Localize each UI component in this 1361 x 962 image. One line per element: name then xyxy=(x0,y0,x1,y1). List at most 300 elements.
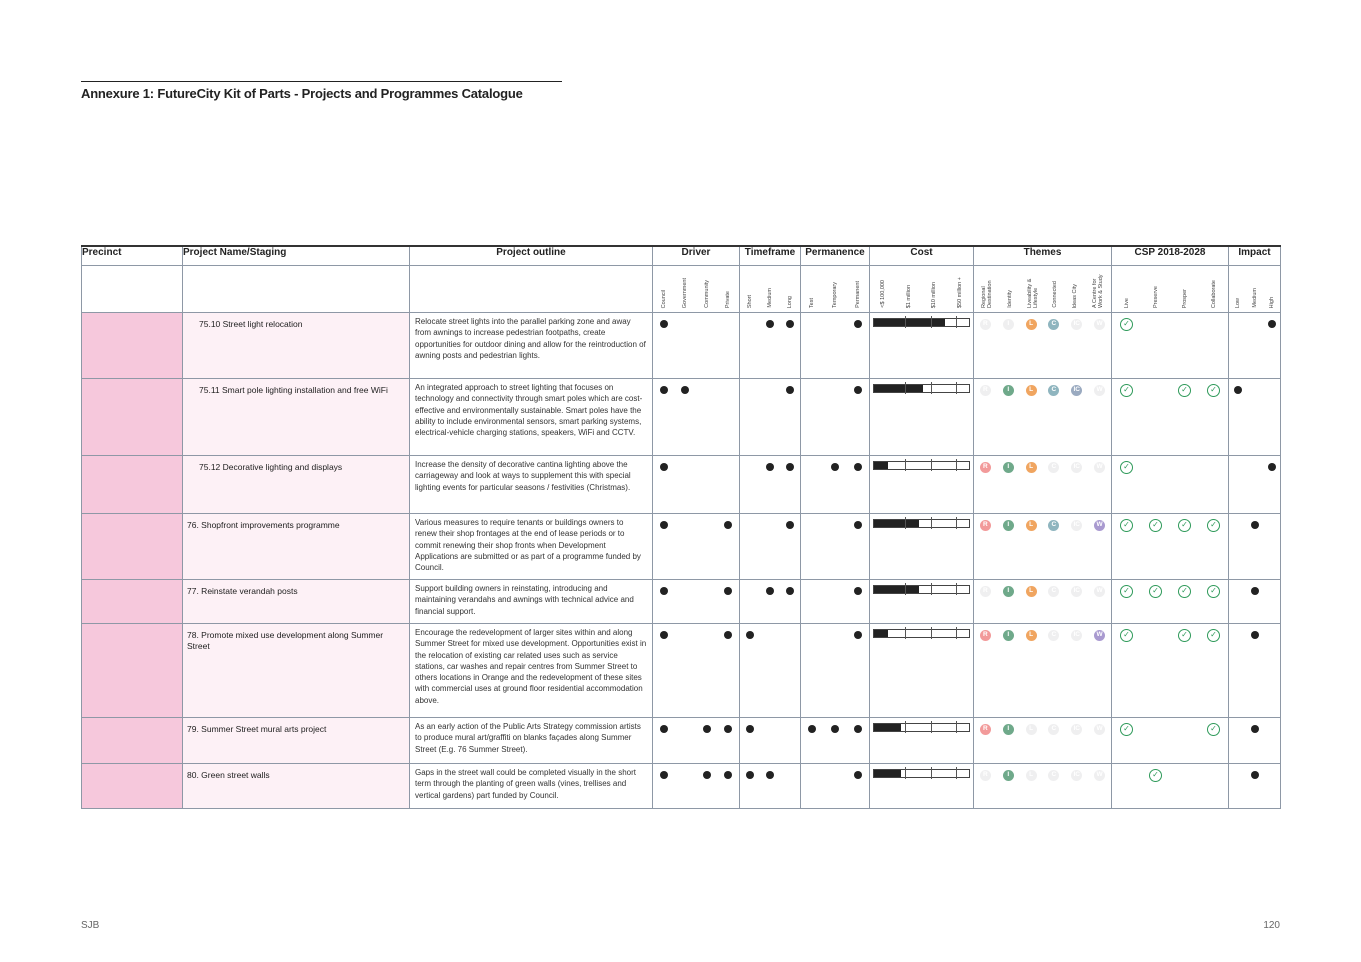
driver-cell xyxy=(653,379,740,456)
timeframe-slot xyxy=(783,722,797,736)
precinct-cell xyxy=(82,624,183,718)
impact-slot xyxy=(1248,518,1262,532)
impact-cell xyxy=(1229,456,1281,514)
theme-l-icon: L xyxy=(1026,462,1037,473)
permanence-cell xyxy=(801,313,870,379)
driver-slot xyxy=(657,460,671,474)
impact-slot xyxy=(1248,460,1262,474)
driver-slot xyxy=(700,518,714,532)
timeframe-indicators xyxy=(740,580,800,598)
impact-slot xyxy=(1265,317,1279,331)
permanence-slot xyxy=(828,628,842,642)
sub-header-label: Connected xyxy=(1052,281,1059,308)
sub-header-label: Collaborate xyxy=(1210,279,1217,308)
theme-r-icon: R xyxy=(980,520,991,531)
driver-slot xyxy=(700,383,714,397)
driver-dot-icon xyxy=(660,771,668,779)
timeframe-slot xyxy=(783,518,797,532)
check-circle-icon: ✓ xyxy=(1120,629,1133,642)
driver-slot xyxy=(721,317,735,331)
driver-indicators xyxy=(653,624,739,642)
impact-dot-icon xyxy=(1234,386,1242,394)
cost-bar xyxy=(873,769,970,778)
theme-c-icon: C xyxy=(1048,319,1059,330)
cost-cell xyxy=(870,580,974,624)
driver-slot xyxy=(678,460,692,474)
impact-indicators xyxy=(1229,313,1280,331)
sub-header-label: Medium xyxy=(767,288,773,308)
themes-cell xyxy=(974,379,1112,456)
sub-header-csp xyxy=(1112,266,1229,313)
impact-cell xyxy=(1229,718,1281,764)
theme-slot xyxy=(1024,628,1038,642)
timeframe-slot xyxy=(763,460,777,474)
sub-header-impact-labels xyxy=(1229,266,1280,312)
permanence-cell xyxy=(801,580,870,624)
driver-slot xyxy=(657,584,671,598)
theme-slot xyxy=(1093,584,1107,598)
driver-dot-icon xyxy=(724,631,732,639)
page-number: 120 xyxy=(1263,920,1280,931)
theme-r-icon: R xyxy=(980,385,991,396)
cost-tick xyxy=(956,459,957,471)
cost-bar-fill xyxy=(874,586,919,593)
permanence-slot xyxy=(805,584,819,598)
driver-dot-icon xyxy=(703,725,711,733)
permanence-dot-icon xyxy=(808,725,816,733)
timeframe-slot xyxy=(743,584,757,598)
driver-indicators xyxy=(653,379,739,397)
csp-slot xyxy=(1207,383,1221,397)
cost-tick xyxy=(931,767,932,779)
cost-tick xyxy=(905,517,906,529)
theme-c-icon: C xyxy=(1048,770,1059,781)
timeframe-indicators xyxy=(740,718,800,736)
csp-indicators xyxy=(1112,624,1228,642)
project-outline: Relocate street lights into the parallel parking zone and away from awnings to increase pedestrian footpaths, create opportunities for outdoor dining and allow for the reintroduction of awning posts and pedestrian lights. xyxy=(410,313,653,379)
sub-header-impact xyxy=(1229,266,1281,313)
timeframe-slot xyxy=(743,768,757,782)
check-circle-icon: ✓ xyxy=(1120,519,1133,532)
csp-slot xyxy=(1178,584,1192,598)
permanence-indicators xyxy=(801,580,869,598)
header-cost: Cost xyxy=(870,246,974,266)
sub-header-label: Short xyxy=(747,294,753,308)
theme-c-icon: C xyxy=(1048,520,1059,531)
permanence-indicators xyxy=(801,624,869,642)
precinct-cell xyxy=(82,580,183,624)
timeframe-slot xyxy=(783,383,797,397)
driver-cell xyxy=(653,456,740,514)
precinct-cell xyxy=(82,718,183,764)
timeframe-indicators xyxy=(740,456,800,474)
impact-slot xyxy=(1265,460,1279,474)
driver-slot xyxy=(721,518,735,532)
csp-cell xyxy=(1112,580,1229,624)
csp-slot xyxy=(1149,584,1163,598)
driver-slot xyxy=(657,317,671,331)
permanence-slot xyxy=(805,768,819,782)
csp-slot xyxy=(1120,460,1134,474)
theme-slot xyxy=(1001,383,1015,397)
theme-ic-icon: IC xyxy=(1071,385,1082,396)
driver-slot xyxy=(657,768,671,782)
cost-tick xyxy=(956,382,957,394)
theme-ic-icon: IC xyxy=(1071,520,1082,531)
sub-header-label: Community xyxy=(703,280,710,308)
project-name: 76. Shopfront improvements programme xyxy=(183,514,410,580)
impact-slot xyxy=(1265,584,1279,598)
csp-slot xyxy=(1120,768,1134,782)
timeframe-slot xyxy=(763,317,777,331)
sub-header-label: Permanent xyxy=(854,281,861,308)
impact-slot xyxy=(1248,383,1262,397)
sub-header-cost-labels xyxy=(870,266,973,312)
timeframe-slot xyxy=(783,584,797,598)
theme-w-icon: W xyxy=(1094,520,1105,531)
timeframe-cell xyxy=(740,718,801,764)
project-name: 75.11 Smart pole lighting installation and free WiFi xyxy=(183,379,410,456)
theme-slot xyxy=(978,383,992,397)
impact-slot xyxy=(1265,518,1279,532)
timeframe-dot-icon xyxy=(766,463,774,471)
csp-indicators xyxy=(1112,718,1228,736)
impact-cell xyxy=(1229,580,1281,624)
impact-slot xyxy=(1248,584,1262,598)
cost-bar-fill xyxy=(874,630,888,637)
driver-dot-icon xyxy=(660,320,668,328)
driver-slot xyxy=(721,768,735,782)
theme-slot xyxy=(978,584,992,598)
permanence-slot xyxy=(805,317,819,331)
permanence-dot-icon xyxy=(854,463,862,471)
sub-header-label: $1 million xyxy=(905,284,912,308)
permanence-dot-icon xyxy=(854,587,862,595)
timeframe-cell xyxy=(740,624,801,718)
header-row xyxy=(82,246,1281,266)
theme-slot xyxy=(1047,584,1061,598)
impact-dot-icon xyxy=(1251,631,1259,639)
permanence-cell xyxy=(801,514,870,580)
timeframe-cell xyxy=(740,580,801,624)
theme-c-icon: C xyxy=(1048,462,1059,473)
sub-header-label: High xyxy=(1268,296,1275,308)
driver-slot xyxy=(700,768,714,782)
themes-cell xyxy=(974,624,1112,718)
precinct-cell xyxy=(82,456,183,514)
impact-slot xyxy=(1265,628,1279,642)
timeframe-slot xyxy=(763,628,777,642)
theme-slot xyxy=(1070,722,1084,736)
theme-ic-icon: IC xyxy=(1071,630,1082,641)
permanence-dot-icon xyxy=(854,725,862,733)
sub-header-themes-labels xyxy=(974,266,1111,312)
project-name: 77. Reinstate verandah posts xyxy=(183,580,410,624)
theme-slot xyxy=(1024,383,1038,397)
cost-bar xyxy=(873,629,970,638)
theme-slot xyxy=(1047,722,1061,736)
permanence-indicators xyxy=(801,379,869,397)
footer-company: SJB xyxy=(81,920,100,931)
cost-cell xyxy=(870,379,974,456)
permanence-indicators xyxy=(801,514,869,532)
driver-indicators xyxy=(653,764,739,782)
impact-indicators xyxy=(1229,456,1280,474)
header-precinct: Precinct xyxy=(82,246,183,266)
driver-indicators xyxy=(653,514,739,532)
cost-tick xyxy=(931,382,932,394)
timeframe-cell xyxy=(740,456,801,514)
cost-tick xyxy=(931,459,932,471)
timeframe-cell xyxy=(740,764,801,809)
timeframe-slot xyxy=(743,628,757,642)
permanence-cell xyxy=(801,456,870,514)
cost-tick xyxy=(931,627,932,639)
sub-header-label: <$ 100,000 xyxy=(879,280,886,308)
csp-cell xyxy=(1112,313,1229,379)
theme-slot xyxy=(1070,584,1084,598)
theme-ic-icon: IC xyxy=(1071,586,1082,597)
csp-cell xyxy=(1112,514,1229,580)
theme-slot xyxy=(1070,768,1084,782)
timeframe-dot-icon xyxy=(786,587,794,595)
permanence-slot xyxy=(805,518,819,532)
cost-cell xyxy=(870,456,974,514)
sub-header-label: Private xyxy=(725,290,732,308)
project-outline: Various measures to require tenants or buildings owners to renew their shop frontages at the end of lease periods or to commit renewing their shop fronts when Development Applications are submitted or as part of a programme funded by Council. xyxy=(410,514,653,580)
driver-slot xyxy=(678,628,692,642)
themes-cell xyxy=(974,580,1112,624)
cost-tick xyxy=(956,316,957,328)
csp-cell xyxy=(1112,456,1229,514)
title-rule xyxy=(81,81,562,82)
theme-slot xyxy=(978,768,992,782)
table-row xyxy=(82,580,1281,624)
check-circle-icon: ✓ xyxy=(1178,384,1191,397)
theme-slot xyxy=(1024,317,1038,331)
cost-bar xyxy=(873,585,970,594)
timeframe-slot xyxy=(763,768,777,782)
permanence-slot xyxy=(851,722,865,736)
timeframe-slot xyxy=(763,383,777,397)
csp-slot xyxy=(1149,722,1163,736)
timeframe-slot xyxy=(783,460,797,474)
sub-header-project xyxy=(183,266,410,313)
theme-c-icon: C xyxy=(1048,724,1059,735)
timeframe-slot xyxy=(763,518,777,532)
csp-slot xyxy=(1207,722,1221,736)
cost-bar xyxy=(873,318,970,327)
csp-slot xyxy=(1178,768,1192,782)
driver-slot xyxy=(721,460,735,474)
permanence-slot xyxy=(851,584,865,598)
sub-header-label: Temporary xyxy=(831,282,838,308)
driver-cell xyxy=(653,514,740,580)
cost-tick xyxy=(931,583,932,595)
timeframe-slot xyxy=(743,383,757,397)
cost-cell xyxy=(870,514,974,580)
driver-slot xyxy=(678,317,692,331)
csp-indicators xyxy=(1112,764,1228,782)
cost-tick xyxy=(905,627,906,639)
table-row xyxy=(82,624,1281,718)
csp-cell xyxy=(1112,624,1229,718)
csp-indicators xyxy=(1112,313,1228,331)
theme-slot xyxy=(1093,722,1107,736)
theme-r-icon: R xyxy=(980,724,991,735)
cost-bar-fill xyxy=(874,319,945,326)
cost-tick xyxy=(905,721,906,733)
theme-i-icon: I xyxy=(1003,770,1014,781)
cost-tick xyxy=(905,382,906,394)
timeframe-slot xyxy=(743,518,757,532)
check-circle-icon: ✓ xyxy=(1207,723,1220,736)
theme-slot xyxy=(1093,460,1107,474)
sub-header-driver-labels xyxy=(653,266,739,312)
driver-slot xyxy=(678,584,692,598)
csp-slot xyxy=(1178,383,1192,397)
timeframe-slot xyxy=(763,584,777,598)
permanence-indicators xyxy=(801,456,869,474)
check-circle-icon: ✓ xyxy=(1178,519,1191,532)
timeframe-indicators xyxy=(740,624,800,642)
permanence-slot xyxy=(851,768,865,782)
impact-indicators xyxy=(1229,379,1280,397)
driver-dot-icon xyxy=(660,463,668,471)
timeframe-dot-icon xyxy=(746,771,754,779)
timeframe-slot xyxy=(743,317,757,331)
cost-bar xyxy=(873,723,970,732)
csp-slot xyxy=(1178,628,1192,642)
timeframe-indicators xyxy=(740,313,800,331)
cost-bar-fill xyxy=(874,520,919,527)
theme-slot xyxy=(1001,722,1015,736)
timeframe-dot-icon xyxy=(766,320,774,328)
theme-slot xyxy=(1001,768,1015,782)
theme-slot xyxy=(1093,518,1107,532)
csp-slot xyxy=(1207,518,1221,532)
theme-i-icon: I xyxy=(1003,630,1014,641)
theme-i-icon: I xyxy=(1003,462,1014,473)
theme-w-icon: W xyxy=(1094,586,1105,597)
permanence-slot xyxy=(851,628,865,642)
csp-slot xyxy=(1149,518,1163,532)
driver-dot-icon xyxy=(660,631,668,639)
cost-bar xyxy=(873,384,970,393)
cost-bar-fill xyxy=(874,724,901,731)
project-outline: As an early action of the Public Arts Strategy commission artists to produce mural art/graffiti on blanks façades along Summer Street (E.g. 76 Summer Street). xyxy=(410,718,653,764)
check-circle-icon: ✓ xyxy=(1207,629,1220,642)
impact-slot xyxy=(1248,722,1262,736)
impact-cell xyxy=(1229,379,1281,456)
themes-indicators xyxy=(974,624,1111,642)
theme-r-icon: R xyxy=(980,630,991,641)
theme-slot xyxy=(978,518,992,532)
csp-cell xyxy=(1112,379,1229,456)
cost-cell xyxy=(870,624,974,718)
csp-cell xyxy=(1112,764,1229,809)
impact-slot xyxy=(1248,628,1262,642)
catalogue-table xyxy=(81,245,1281,809)
driver-dot-icon xyxy=(703,771,711,779)
cost-bar xyxy=(873,461,970,470)
check-circle-icon: ✓ xyxy=(1207,384,1220,397)
driver-slot xyxy=(678,518,692,532)
theme-slot xyxy=(1093,317,1107,331)
sub-header-label: Long xyxy=(787,295,793,308)
impact-dot-icon xyxy=(1251,725,1259,733)
csp-slot xyxy=(1207,317,1221,331)
permanence-slot xyxy=(828,317,842,331)
theme-w-icon: W xyxy=(1094,770,1105,781)
timeframe-dot-icon xyxy=(786,386,794,394)
check-circle-icon: ✓ xyxy=(1207,585,1220,598)
theme-slot xyxy=(1047,628,1061,642)
timeframe-dot-icon xyxy=(786,521,794,529)
sub-header-driver xyxy=(653,266,740,313)
theme-l-icon: L xyxy=(1026,319,1037,330)
project-name: 80. Green street walls xyxy=(183,764,410,809)
timeframe-dot-icon xyxy=(786,320,794,328)
project-name: 79. Summer Street mural arts project xyxy=(183,718,410,764)
cost-tick xyxy=(956,627,957,639)
theme-slot xyxy=(1093,628,1107,642)
driver-dot-icon xyxy=(660,587,668,595)
theme-slot xyxy=(1024,518,1038,532)
csp-slot xyxy=(1178,317,1192,331)
csp-slot xyxy=(1120,518,1134,532)
driver-slot xyxy=(657,518,671,532)
impact-slot xyxy=(1231,460,1245,474)
impact-slot xyxy=(1231,722,1245,736)
theme-slot xyxy=(1047,383,1061,397)
theme-slot xyxy=(978,460,992,474)
timeframe-indicators xyxy=(740,514,800,532)
timeframe-dot-icon xyxy=(786,463,794,471)
sub-header-row xyxy=(82,266,1281,313)
csp-indicators xyxy=(1112,379,1228,397)
csp-slot xyxy=(1149,628,1163,642)
theme-l-icon: L xyxy=(1026,630,1037,641)
project-outline: Increase the density of decorative cantina lighting above the carriageway and look at ways to supplement this with special lighting events for particular seasons / festivities (Christmas). xyxy=(410,456,653,514)
check-circle-icon: ✓ xyxy=(1207,519,1220,532)
header-outline: Project outline xyxy=(410,246,653,266)
precinct-cell xyxy=(82,764,183,809)
sub-header-timeframe xyxy=(740,266,801,313)
sub-header-label: Prosper xyxy=(1181,288,1188,308)
sub-header-label: Regional Destination xyxy=(980,280,993,308)
theme-slot xyxy=(1093,383,1107,397)
driver-dot-icon xyxy=(724,725,732,733)
driver-cell xyxy=(653,313,740,379)
cost-bar-fill xyxy=(874,770,901,777)
timeframe-dot-icon xyxy=(766,771,774,779)
themes-cell xyxy=(974,764,1112,809)
theme-i-icon: I xyxy=(1003,586,1014,597)
driver-dot-icon xyxy=(724,587,732,595)
theme-i-icon: I xyxy=(1003,319,1014,330)
impact-cell xyxy=(1229,764,1281,809)
driver-cell xyxy=(653,764,740,809)
permanence-slot xyxy=(805,383,819,397)
table-row xyxy=(82,514,1281,580)
driver-slot xyxy=(721,722,735,736)
timeframe-slot xyxy=(783,628,797,642)
csp-slot xyxy=(1149,317,1163,331)
cost-tick xyxy=(905,767,906,779)
theme-slot xyxy=(1001,628,1015,642)
project-name: 75.12 Decorative lighting and displays xyxy=(183,456,410,514)
